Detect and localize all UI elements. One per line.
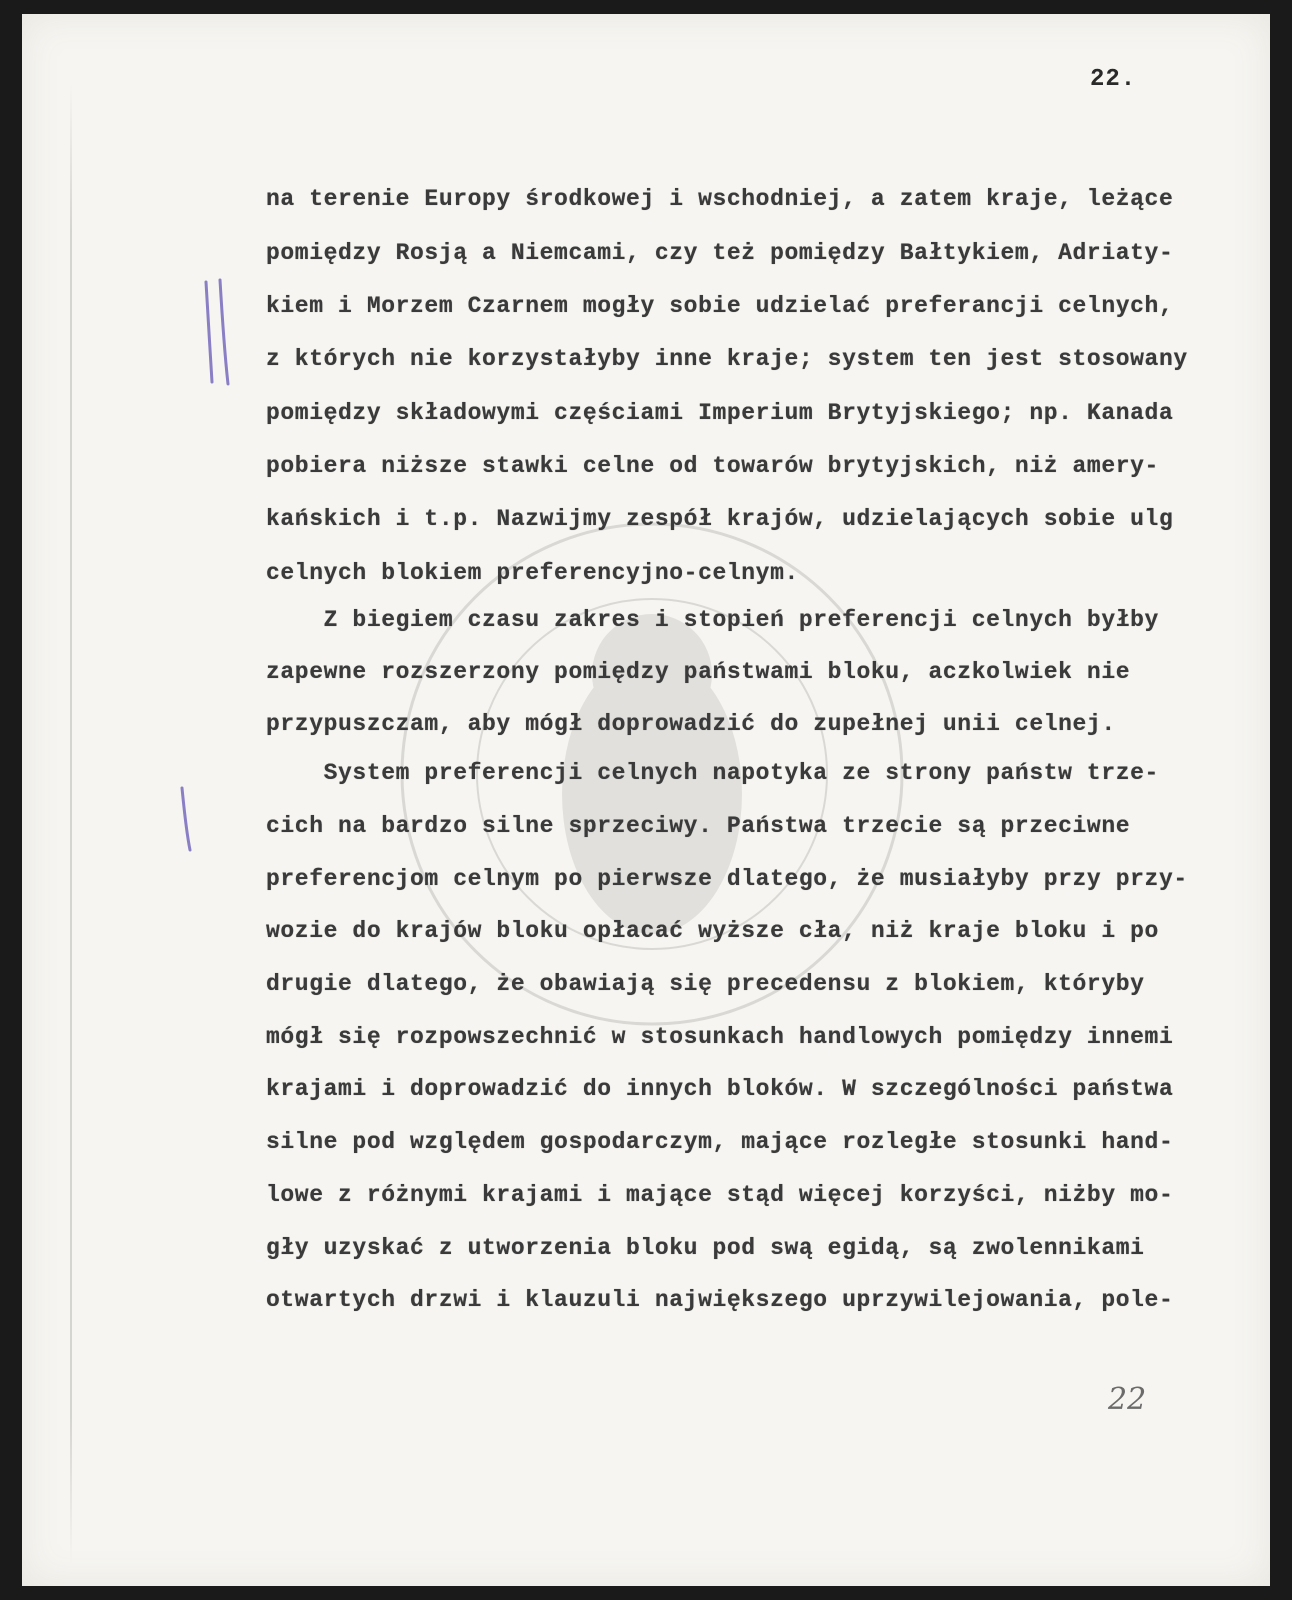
text-line: celnych blokiem preferencyjno-celnym. <box>266 560 799 586</box>
text-line: cich na bardzo silne sprzeciwy. Państwa trzecie są przeciwne <box>266 813 1131 839</box>
text-line: gły uzyskać z utworzenia bloku pod swą egidą, są zwolennikami <box>266 1235 1145 1261</box>
page-fold-line <box>70 84 72 1564</box>
page-number: 22. <box>1090 66 1137 93</box>
text-line: zapewne rozszerzony pomiędzy państwami bloku, aczkolwiek nie <box>266 659 1131 685</box>
margin-single-line-mark <box>172 784 202 854</box>
text-line: pobiera niższe stawki celne od towarów brytyjskich, niż amery- <box>266 453 1159 479</box>
handwritten-page-number: 22 <box>1108 1382 1147 1417</box>
text-line: krajami i doprowadzić do innych bloków. W szczególności państwa <box>266 1076 1174 1102</box>
text-line: System preferencji celnych napotyka ze strony państw trze- <box>266 760 1159 786</box>
margin-double-line-mark <box>198 278 238 388</box>
text-line: pomiędzy składowymi częściami Imperium Brytyjskiego; np. Kanada <box>266 400 1174 426</box>
text-line: przypuszczam, aby mógł doprowadzić do zupełnej unii celnej. <box>266 711 1116 737</box>
text-line: wozie do krajów bloku opłacać wyższe cła, niż kraje bloku i po <box>266 918 1159 944</box>
text-line: mógł się rozpowszechnić w stosunkach handlowych pomiędzy innemi <box>266 1024 1174 1050</box>
text-line: z których nie korzystałyby inne kraje; system ten jest stosowany <box>266 346 1188 372</box>
text-line: preferencjom celnym po pierwsze dlatego, że musiałyby przy przy- <box>266 866 1188 892</box>
document-page <box>22 14 1270 1586</box>
text-line: kiem i Morzem Czarnem mogły sobie udzielać preferancji celnych, <box>266 293 1174 319</box>
text-line: drugie dlatego, że obawiają się precedensu z blokiem, któryby <box>266 971 1145 997</box>
text-line: lowe z różnymi krajami i mające stąd więcej korzyści, niżby mo- <box>266 1182 1174 1208</box>
text-line: pomiędzy Rosją a Niemcami, czy też pomiędzy Bałtykiem, Adriaty- <box>266 240 1174 266</box>
text-line: kańskich i t.p. Nazwijmy zespół krajów, udzielających sobie ulg <box>266 506 1174 532</box>
text-line: Z biegiem czasu zakres i stopień preferencji celnych byłby <box>266 607 1159 633</box>
text-line: silne pod względem gospodarczym, mające rozległe stosunki hand- <box>266 1129 1174 1155</box>
text-line: otwartych drzwi i klauzuli największego uprzywilejowania, pole- <box>266 1287 1174 1313</box>
text-line: na terenie Europy środkowej i wschodniej, a zatem kraje, leżące <box>266 186 1174 212</box>
